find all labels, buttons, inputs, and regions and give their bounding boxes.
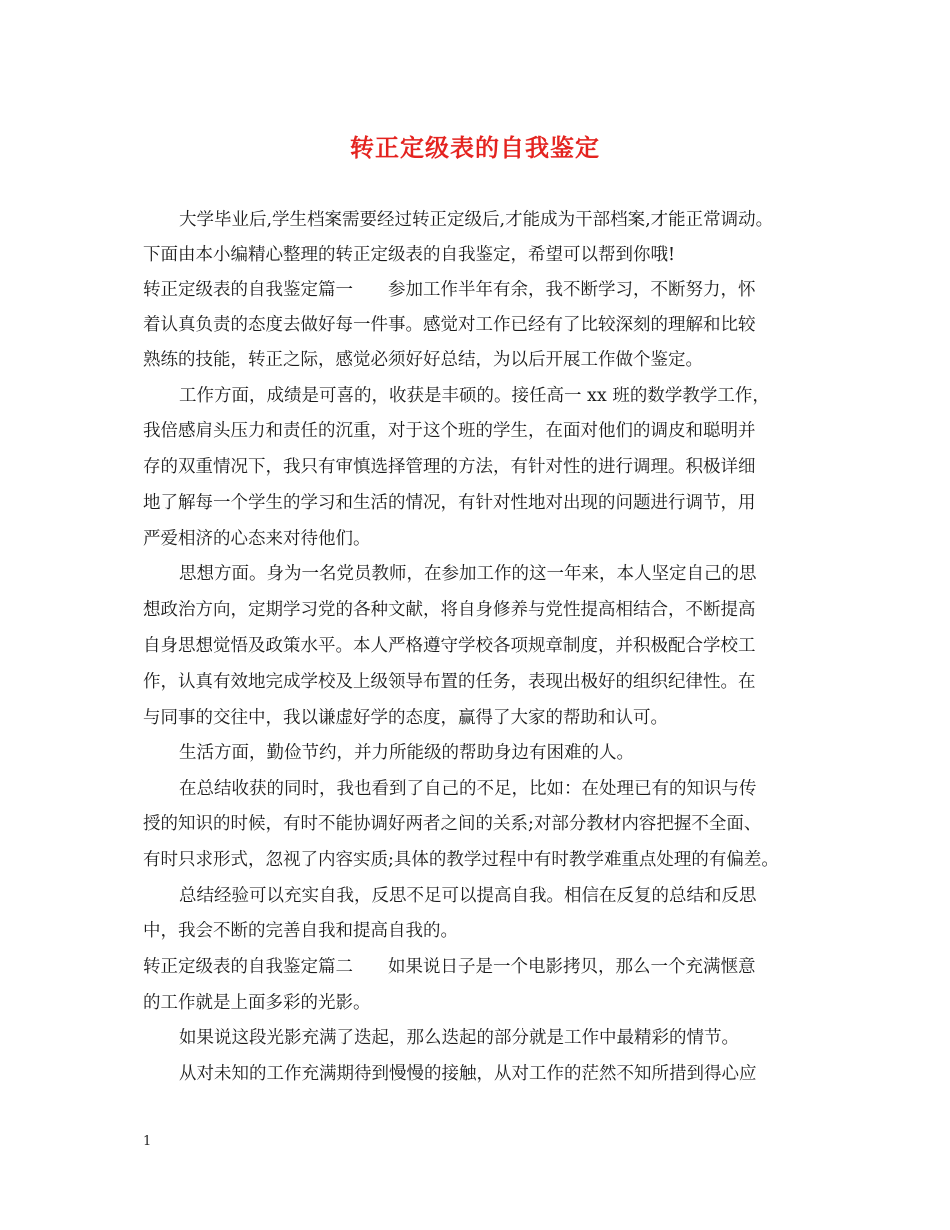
paragraph-line: 有时只求形式，忽视了内容实质;具体的教学过程中有时教学难重点处理的有偏差。 bbox=[143, 850, 779, 870]
paragraph-line: 我倍感肩头压力和责任的沉重，对于这个班的学生，在面对他们的调皮和聪明并 bbox=[143, 421, 756, 441]
paragraph-line: 大学毕业后,学生档案需要经过转正定级后,才能成为干部档案,才能正常调动。 bbox=[179, 210, 774, 230]
paragraph-line: 作，认真有效地完成学校及上级领导布置的任务，表现出极好的组织纪律性。在 bbox=[143, 672, 756, 692]
paragraph-line: 严爱相济的心态来对待他们。 bbox=[143, 529, 371, 549]
paragraph-line: 转正定级表的自我鉴定篇一 参加工作半年有余，我不断学习，不断努力，怀 bbox=[143, 280, 756, 300]
paragraph-line: 工作方面，成绩是可喜的，收获是丰硕的。接任高一 xx 班的数学教学工作， bbox=[179, 386, 770, 406]
paragraph-line: 自身思想觉悟及政策水平。本人严格遵守学校各项规章制度，并积极配合学校工 bbox=[143, 636, 756, 656]
paragraph-line: 熟练的技能，转正之际，感觉必须好好总结，为以后开展工作做个鉴定。 bbox=[143, 350, 703, 370]
paragraph-line: 与同事的交往中，我以谦虚好学的态度，赢得了大家的帮助和认可。 bbox=[143, 708, 668, 728]
paragraph-line: 授的知识的时候，有时不能协调好两者之间的关系;对部分教材内容把握不全面、 bbox=[143, 814, 762, 834]
paragraph-line: 如果说这段光影充满了迭起，那么迭起的部分就是工作中最精彩的情节。 bbox=[179, 1028, 739, 1048]
paragraph-line: 想政治方向，定期学习党的各种文献，将自身修养与党性提高相结合，不断提高 bbox=[143, 600, 756, 620]
paragraph-line: 的工作就是上面多彩的光影。 bbox=[143, 993, 371, 1013]
paragraph-line: 从对未知的工作充满期待到慢慢的接触，从对工作的茫然不知所措到得心应 bbox=[179, 1064, 757, 1084]
paragraph-line: 在总结收获的同时，我也看到了自己的不足，比如：在处理已有的知识与传 bbox=[179, 779, 757, 799]
paragraph-line: 地了解每一个学生的学习和生活的情况，有针对性地对出现的问题进行调节，用 bbox=[143, 493, 756, 513]
paragraph-line: 总结经验可以充实自我，反思不足可以提高自我。相信在反复的总结和反思 bbox=[179, 886, 757, 906]
paragraph-line: 生活方面，勤俭节约，并力所能级的帮助身边有困难的人。 bbox=[179, 743, 634, 763]
paragraph-line: 存的双重情况下，我只有审慎选择管理的方法，有针对性的进行调理。积极详细 bbox=[143, 457, 756, 477]
page-number: 1 bbox=[143, 1134, 152, 1149]
document-title: 转正定级表的自我鉴定 bbox=[350, 133, 600, 162]
paragraph-line: 下面由本小编精心整理的转正定级表的自我鉴定，希望可以帮到你哦! bbox=[143, 245, 676, 265]
paragraph-line: 转正定级表的自我鉴定篇二 如果说日子是一个电影拷贝，那么一个充满惬意 bbox=[143, 957, 756, 977]
paragraph-line: 着认真负责的态度去做好每一件事。感觉对工作已经有了比较深刻的理解和比较 bbox=[143, 315, 756, 335]
paragraph-line: 思想方面。身为一名党员教师，在参加工作的这一年来，本人坚定自己的思 bbox=[179, 564, 757, 584]
paragraph-line: 中，我会不断的完善自我和提高自我的。 bbox=[143, 921, 458, 941]
